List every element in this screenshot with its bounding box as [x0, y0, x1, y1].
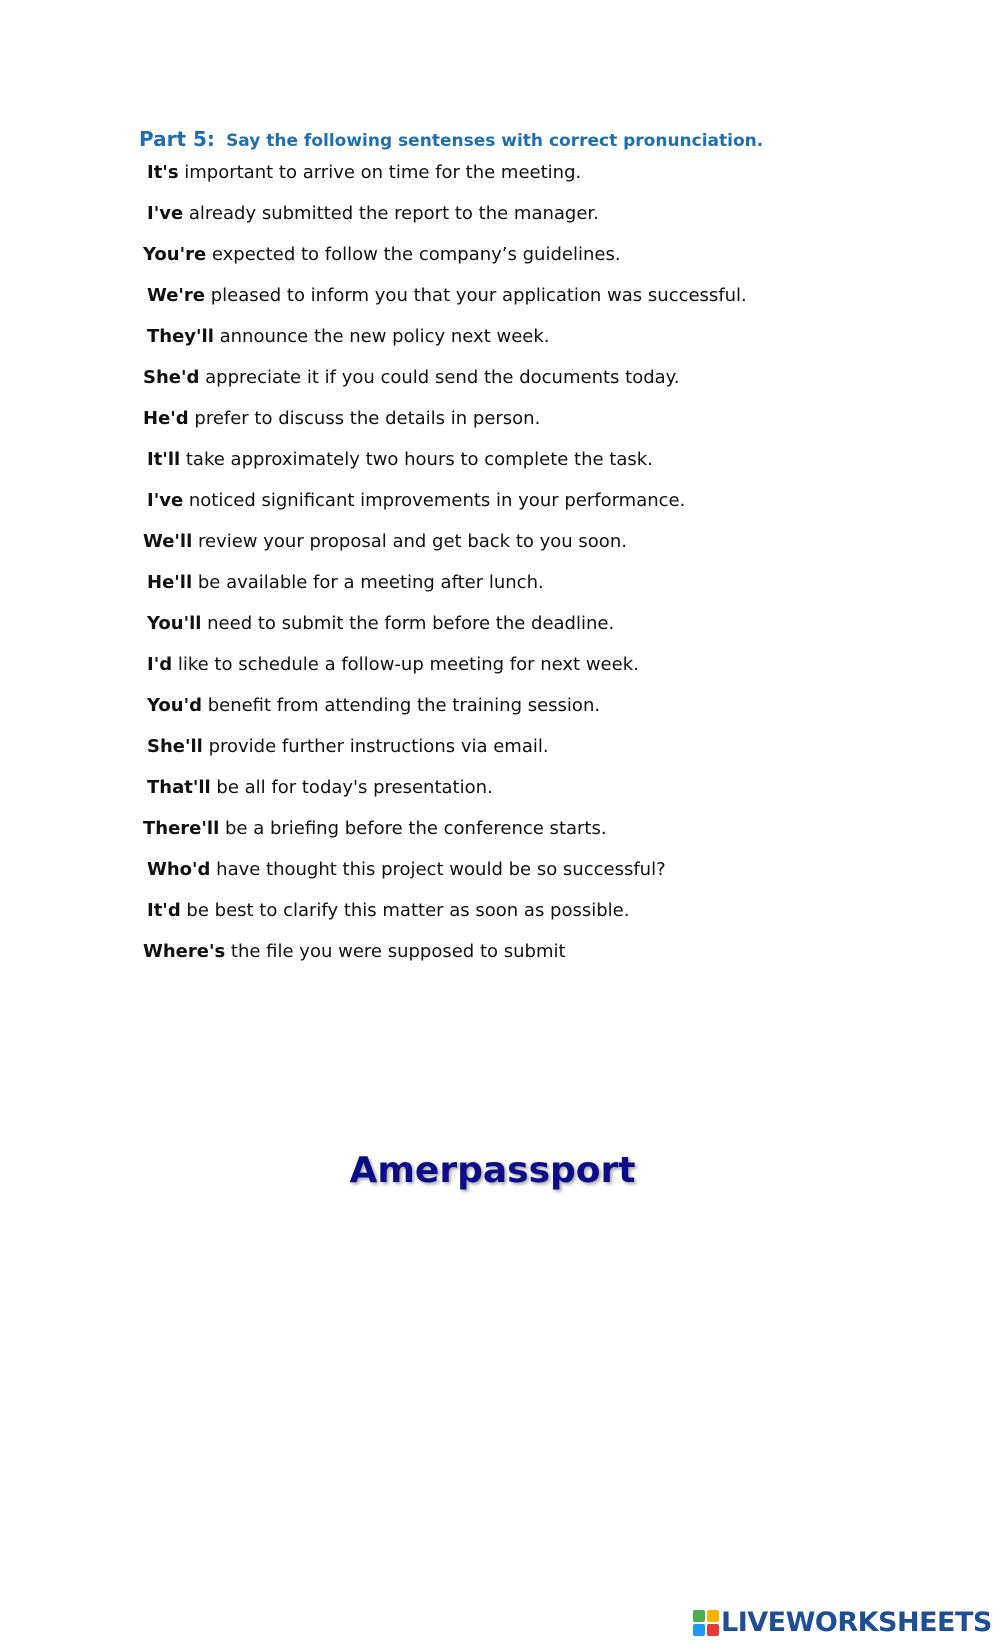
sentence-item — [0, 486, 1000, 527]
grid-square-icon — [693, 1610, 705, 1622]
sentence-text: be all for today's presentation. — [210, 777, 493, 798]
contraction-word: He'd — [143, 408, 189, 429]
sentence-text: announce the new policy next week. — [213, 326, 550, 347]
part-label: Part 5: — [139, 127, 215, 151]
sentence-list — [0, 158, 1000, 978]
contraction-word: He'll — [147, 572, 193, 593]
sentence-text: like to schedule a follow-up meeting for next week. — [172, 654, 639, 675]
sentence-text: the file you were supposed to submit — [225, 941, 566, 962]
sentence-text: pleased to inform you that your application was successful. — [205, 285, 747, 306]
contraction-word: I've — [147, 203, 184, 224]
sentence-text: have thought this project would be so successful? — [210, 859, 666, 880]
sentence-text: need to submit the form before the deadline. — [201, 613, 615, 634]
sentence-item — [0, 527, 1000, 568]
sentence-text: noticed significant improvements in your performance. — [183, 490, 686, 511]
sentence-item — [0, 568, 1000, 609]
sentence-item — [0, 445, 1000, 486]
sentence-item — [0, 609, 1000, 650]
sentence-item — [0, 896, 1000, 937]
contraction-word: She'd — [143, 367, 200, 388]
sentence-text: be best to clarify this matter as soon as possible. — [180, 900, 630, 921]
sentence-text: take approximately two hours to complete the task. — [180, 449, 653, 470]
contraction-word: You're — [143, 244, 207, 265]
liveworksheets-wordmark: LIVEWORKSHEETS — [721, 1607, 992, 1638]
sentence-text: provide further instructions via email. — [202, 736, 549, 757]
sentence-item — [0, 199, 1000, 240]
sentence-item — [0, 650, 1000, 691]
liveworksheets-logo[interactable] — [693, 1608, 992, 1638]
sentence-text: be a briefing before the conference starts. — [219, 818, 607, 839]
sentence-item — [0, 322, 1000, 363]
contraction-word: They'll — [147, 326, 214, 347]
contraction-word: That'll — [147, 777, 211, 798]
sentence-item — [0, 404, 1000, 445]
sentence-text: appreciate it if you could send the documents today. — [199, 367, 680, 388]
contraction-word: I've — [147, 490, 184, 511]
sentence-text: benefit from attending the training session. — [201, 695, 601, 716]
part-heading — [139, 116, 763, 154]
contraction-word: Who'd — [147, 859, 211, 880]
sentence-item — [0, 363, 1000, 404]
grid-square-icon — [707, 1624, 719, 1636]
sentence-item — [0, 691, 1000, 732]
grid-square-icon — [707, 1610, 719, 1622]
sentence-text: already submitted the report to the manager. — [183, 203, 599, 224]
contraction-word: She'll — [147, 736, 203, 757]
contraction-word: We'll — [143, 531, 193, 552]
brand-title: Amerpassport — [349, 1150, 636, 1191]
grid-square-icon — [693, 1624, 705, 1636]
sentence-item — [0, 855, 1000, 896]
contraction-word: Where's — [143, 941, 226, 962]
sentence-text: expected to follow the company’s guidelines. — [206, 244, 621, 265]
liveworksheets-grid-icon — [693, 1610, 719, 1636]
part-instruction: Say the following sentenses with correct pronunciation. — [226, 131, 764, 151]
sentence-text: be available for a meeting after lunch. — [192, 572, 544, 593]
sentence-item — [0, 773, 1000, 814]
contraction-word: You'll — [147, 613, 202, 634]
sentence-item — [0, 158, 1000, 199]
contraction-word: It'll — [147, 449, 181, 470]
sentence-item — [0, 732, 1000, 773]
sentence-text: important to arrive on time for the meeting. — [178, 162, 582, 183]
contraction-word: We're — [147, 285, 206, 306]
contraction-word: There'll — [143, 818, 220, 839]
sentence-text: prefer to discuss the details in person. — [188, 408, 541, 429]
contraction-word: It's — [147, 162, 179, 183]
contraction-word: I'd — [147, 654, 173, 675]
sentence-item — [0, 281, 1000, 322]
contraction-word: You'd — [147, 695, 202, 716]
sentence-item — [0, 240, 1000, 281]
sentence-item — [0, 937, 1000, 978]
sentence-item — [0, 814, 1000, 855]
contraction-word: It'd — [147, 900, 181, 921]
sentence-text: review your proposal and get back to you soon. — [192, 531, 627, 552]
